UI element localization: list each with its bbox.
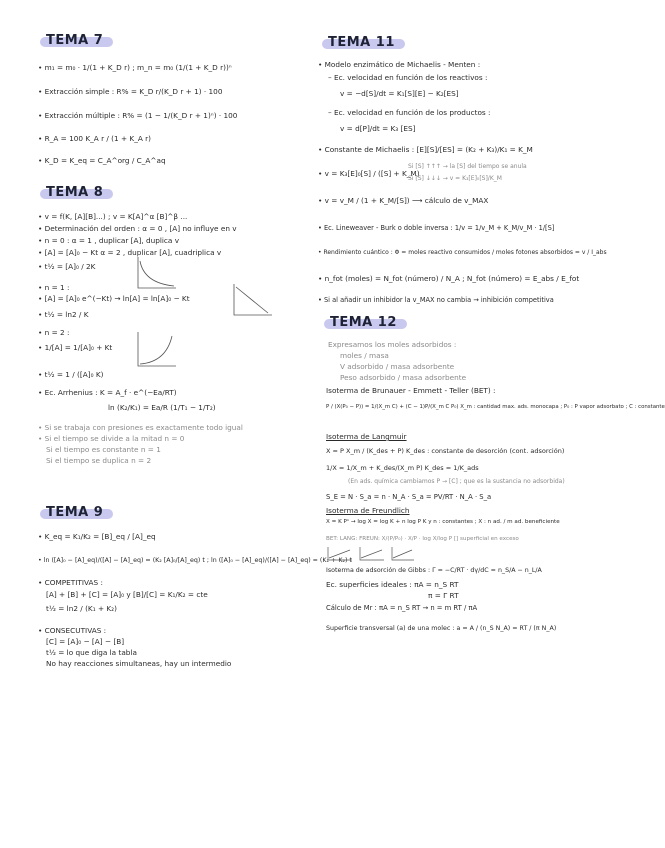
isotherm-sketch-plots xyxy=(326,546,416,562)
tema9-line-3: • COMPETITIVAS : xyxy=(38,578,103,587)
tema9-line-8: t½ = lo que diga la tabla xyxy=(46,648,137,657)
tema12-title: TEMA 12 xyxy=(330,315,397,330)
tema8-line-8: • t½ = ln2 / K xyxy=(38,310,89,319)
tema7-line-1: • m₁ = m₀ · 1/(1 + K_D r) ; m_n = m₀ (1/(1 + K_D r))ⁿ xyxy=(38,63,232,72)
tema9-title: TEMA 9 xyxy=(46,505,104,520)
tema12-line-19: Superficie transversal (a) de una molec : a = A / (n_S N_A) = RT / (π N_A) xyxy=(326,625,557,632)
tema11-line-6: • Constante de Michaelis : [E][S]/[ES] = (K₂ + K₃)/K₁ = K_M xyxy=(318,145,533,154)
order2-sketch-plot xyxy=(134,330,178,370)
tema8-title: TEMA 8 xyxy=(46,185,104,200)
tema11-line-8: Si [S] ↑↑↑ → la [S] del tiempo se anula xyxy=(408,163,527,170)
tema11-line-12: • Rendimiento cuántico : Φ = moles reactivo consumidos / moles fotones absorbidos = v / I_abs xyxy=(318,249,607,256)
tema7-line-4: • R_A = 100 K_A r / (1 + K_A r) xyxy=(38,134,152,143)
tema11-line-9: Si [S] ↓↓↓ → v = K₃[E]₀[S]/K_M xyxy=(408,175,502,182)
tema8-line-3: • n = 0 : α = 1 , duplicar [A], duplica v xyxy=(38,236,180,245)
tema9-line-7: [C] = [A]₀ − [A] − [B] xyxy=(46,637,125,646)
tema9-line-9: No hay reacciones simultaneas, hay un intermedio xyxy=(46,659,232,668)
tema12-line-12: Isoterma de Freundlich xyxy=(326,506,410,515)
tema8-line-10: • 1/[A] = 1/[A]₀ + Kt xyxy=(38,343,113,352)
tema12-line-4: Peso adsorbido / masa adsorbente xyxy=(340,373,467,382)
tema7-title: TEMA 7 xyxy=(46,33,104,48)
tema8-line-4: • [A] = [A]₀ − Kt α = 2 , duplicar [A], cuadriplica v xyxy=(38,248,222,257)
tema8-line-15: • Si el tiempo se divide a la mitad n = 0 xyxy=(38,434,185,443)
tema8-line-2: • Determinación del orden : α = 0 , [A] no influye en v xyxy=(38,224,237,233)
tema8-line-9: • n = 2 : xyxy=(38,328,70,337)
tema8-line-12: • Ec. Arrhenius : K = A_f · e^(−Ea/RT) xyxy=(38,388,177,397)
tema12-line-14: BET: LANG: FREUN: X/(P/P₀) · X/P · log X/log P [] superficial en exceso xyxy=(326,536,519,542)
tema12-line-16: Ec. superficies ideales : πA = n_S RT xyxy=(326,580,459,589)
tema8-line-5: • t½ = [A]₀ / 2K xyxy=(38,262,96,271)
tema11-line-5: v = d[P]/dt = K₃ [ES] xyxy=(340,124,416,133)
tema7-heading xyxy=(42,34,107,48)
tema12-line-13: X = K Pⁿ → log X = log K + n log P K y n : constantes ; X : n ad. / m ad. beneficiente xyxy=(326,519,560,525)
tema11-line-3: v = −d[S]/dt = K₁[S][E] − K₂[ES] xyxy=(340,89,459,98)
tema8-line-6: • n = 1 : xyxy=(38,283,70,292)
tema9-line-5: t½ = ln2 / (K₁ + K₂) xyxy=(46,604,117,613)
tema7-line-5: • K_D = K_eq = C_A^org / C_A^aq xyxy=(38,156,166,165)
tema8-heading xyxy=(42,186,107,200)
tema12-heading xyxy=(326,316,401,330)
tema9-line-6: • CONSECUTIVAS : xyxy=(38,626,107,635)
tema11-line-14: • Si al añadir un inhibidor la v_MAX no cambia → inhibición competitiva xyxy=(318,296,554,304)
tema11-heading xyxy=(324,36,399,50)
tema12-line-1: Expresamos los moles adsorbidos : xyxy=(328,340,457,349)
order0-sketch-plot xyxy=(134,255,178,291)
tema8-line-16: Si el tiempo es constante n = 1 xyxy=(46,445,161,454)
tema8-line-11: • t½ = 1 / ([A]₀ K) xyxy=(38,370,104,379)
tema8-line-7: • [A] = [A]₀ e^(−Kt) → ln[A] = ln[A]₀ − Kt xyxy=(38,294,190,303)
tema12-line-8: X = P X_m / (K_des + P) K_des : constante de desorción (cont. adsorción) xyxy=(326,447,565,455)
tema12-line-11: S_E = N · S_a = n · N_A · S_a = PV/RT · N_A · S_a xyxy=(326,493,492,501)
tema12-line-3: V adsorbido / masa adsorbente xyxy=(340,362,455,371)
tema11-title: TEMA 11 xyxy=(328,35,395,50)
tema9-heading xyxy=(42,506,107,520)
tema12-line-9: 1/X = 1/X_m + K_des/(X_m P) K_des = 1/K_ads xyxy=(326,464,479,472)
tema7-line-2: • Extracción simple : R% = K_D r/(K_D r + 1) · 100 xyxy=(38,87,223,96)
tema11-line-1: • Modelo enzimático de Michaelis - Menten : xyxy=(318,60,481,69)
tema11-line-7: • v = K₃[E]₀[S] / ([S] + K_M) xyxy=(318,169,420,178)
tema8-line-14: • Si se trabaja con presiones es exactamente todo igual xyxy=(38,423,243,432)
tema11-line-11: • Ec. Lineweaver - Burk o doble inversa : 1/v = 1/v_M + K_M/v_M · 1/[S] xyxy=(318,224,555,232)
tema11-line-10: • v = v_M / (1 + K_M/[S]) ⟶ cálculo de v_MAX xyxy=(318,196,489,205)
tema11-line-13: • n_fot (moles) = N_fot (número) / N_A ; N_fot (número) = E_abs / E_fot xyxy=(318,274,580,283)
tema8-line-13: ln (K₂/K₁) = Ea/R (1/T₁ − 1/T₂) xyxy=(108,403,216,412)
tema9-line-2: • ln ([A]₀ − [A]_eq)/([A] − [A]_eq) = (K₂ [A]₀/[A]_eq) t ; ln ([A]₀ − [A]_eq)/([A] − [A]_eq) = (K₁ + K₂) t xyxy=(38,557,352,564)
tema11-line-4: – Ec. velocidad en función de los productos : xyxy=(328,108,491,117)
tema8-line-1: • v = f(K, [A][B]...) ; v = K[A]^α [B]^β ... xyxy=(38,212,188,221)
tema12-line-18: Cálculo de Mr : πA = n_S RT → n = m RT / πA xyxy=(326,604,478,612)
tema12-line-17: π = Γ RT xyxy=(428,591,459,600)
tema12-line-15: Isoterma de adsorción de Gibbs : Γ = −C/RT · dγ/dC = n_S/A − n_L/A xyxy=(326,567,542,574)
tema12-line-10: (En ads. química cambiamos P → [C] ; que es la sustancia no adsorbida) xyxy=(348,478,565,485)
order1-sketch-plot xyxy=(230,282,274,318)
tema9-line-4: [A] + [B] + [C] = [A]₀ y [B]/[C] = K₁/K₂ = cte xyxy=(46,590,208,599)
tema8-line-17: Si el tiempo se duplica n = 2 xyxy=(46,456,152,465)
tema9-line-1: • K_eq = K₁/K₂ = [B]_eq / [A]_eq xyxy=(38,532,156,541)
tema11-line-2: – Ec. velocidad en función de los reactivos : xyxy=(328,73,488,82)
tema12-line-7: Isoterma de Langmuir xyxy=(326,432,407,441)
tema12-line-5: Isoterma de Brunauer - Emmett - Teller (BET) : xyxy=(326,386,496,395)
tema7-line-3: • Extracción múltiple : R% = (1 − 1/(K_D r + 1)ⁿ) · 100 xyxy=(38,111,238,120)
tema12-line-6: P / (X(P₀ − P)) = 1/(X_m C) + (C − 1)P/(X_m C P₀) X_m : cantidad max. ads. monocapa ; P₀ : P vapor adsorbato ; C : constante xyxy=(326,404,665,410)
tema12-line-2: moles / masa xyxy=(340,351,389,360)
